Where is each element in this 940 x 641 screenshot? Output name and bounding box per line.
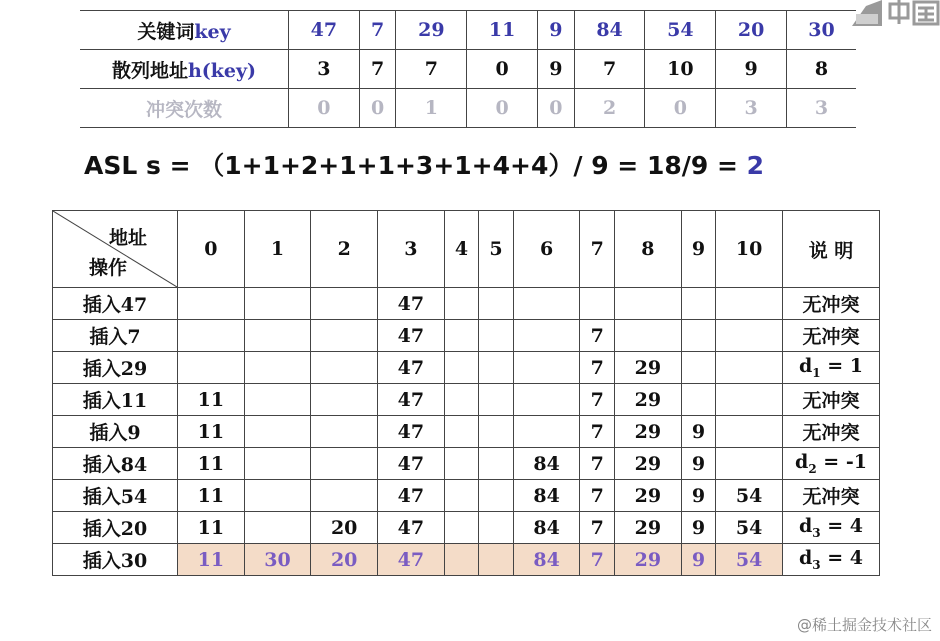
row-label-en: key — [194, 20, 231, 43]
slot-value: 54 — [716, 480, 783, 512]
corner-address-label: 地址 — [109, 227, 148, 249]
slot-value — [444, 448, 479, 480]
operation-label: 插入30 — [53, 544, 178, 576]
slot-value — [311, 384, 378, 416]
note-subscript: 3 — [812, 525, 821, 540]
note-cell: 无冲突 — [783, 320, 880, 352]
slot-value: 47 — [378, 512, 445, 544]
slot-value — [615, 288, 682, 320]
slot-value — [311, 320, 378, 352]
operation-label: 插入84 — [53, 448, 178, 480]
operation-label: 插入11 — [53, 384, 178, 416]
summary-value: 3 — [786, 89, 856, 128]
slot-value — [716, 416, 783, 448]
insertion-row — [53, 320, 880, 352]
video-logo-icon — [852, 0, 940, 26]
asl-formula — [84, 146, 764, 182]
slot-value: 47 — [378, 416, 445, 448]
hash-summary-table — [80, 10, 856, 128]
slot-value — [716, 320, 783, 352]
note-subscript: 2 — [808, 461, 817, 476]
operation-label: 插入47 — [53, 288, 178, 320]
slot-value: 47 — [378, 480, 445, 512]
summary-value: 7 — [359, 50, 396, 89]
note-header: 说 明 — [783, 211, 880, 288]
slot-value — [311, 352, 378, 384]
slot-value: 84 — [513, 544, 580, 576]
address-header: 7 — [580, 211, 615, 288]
slot-value — [479, 544, 514, 576]
insertion-steps-table — [52, 210, 880, 576]
note-subscript: 1 — [812, 365, 821, 380]
slot-value: 7 — [580, 320, 615, 352]
slot-value: 9 — [681, 448, 716, 480]
slot-value — [244, 448, 311, 480]
summary-value: 7 — [359, 11, 396, 50]
corner-logo — [852, 0, 940, 26]
slot-value — [311, 416, 378, 448]
insertion-row — [53, 480, 880, 512]
slot-value: 47 — [378, 448, 445, 480]
insertion-row — [53, 352, 880, 384]
slot-value — [580, 288, 615, 320]
insertion-row — [53, 384, 880, 416]
slot-value: 54 — [716, 512, 783, 544]
slot-value: 47 — [378, 320, 445, 352]
note-subscript: 3 — [812, 557, 821, 572]
slot-value — [513, 416, 580, 448]
summary-row-label — [80, 89, 289, 128]
slot-value — [444, 288, 479, 320]
address-header: 5 — [479, 211, 514, 288]
summary-value: 8 — [786, 50, 856, 89]
summary-value: 54 — [645, 11, 716, 50]
note-cell: $d_3 = 4$ — [783, 512, 880, 544]
operation-label: 插入20 — [53, 512, 178, 544]
summary-row-label — [80, 50, 289, 89]
slot-value: 9 — [681, 544, 716, 576]
slot-value — [716, 288, 783, 320]
address-header: 3 — [378, 211, 445, 288]
slot-value: 11 — [178, 416, 245, 448]
slot-value: 7 — [580, 416, 615, 448]
asl-formula-text: ASL s = （1+1+2+1+1+3+1+4+4）/ 9 = 18/9 = — [84, 151, 747, 180]
slot-value — [513, 320, 580, 352]
note-cell: $d_2 = -1$ — [783, 448, 880, 480]
slot-value: 84 — [513, 512, 580, 544]
slot-value: 11 — [178, 448, 245, 480]
slot-value — [444, 512, 479, 544]
slot-value — [444, 416, 479, 448]
slot-value: 9 — [681, 416, 716, 448]
address-header: 10 — [716, 211, 783, 288]
watermark: @稀土掘金技术社区 — [796, 616, 932, 634]
row-label-cn: 关键词 — [137, 20, 195, 43]
slot-value — [513, 352, 580, 384]
summary-row — [80, 50, 856, 89]
slot-value — [716, 384, 783, 416]
note-cell: 无冲突 — [783, 384, 880, 416]
slot-value: 11 — [178, 384, 245, 416]
slot-value — [178, 352, 245, 384]
slot-value — [244, 480, 311, 512]
slot-value: 7 — [580, 480, 615, 512]
summary-value: 29 — [396, 11, 467, 50]
slot-value: 29 — [615, 416, 682, 448]
slot-value — [244, 352, 311, 384]
summary-value: 0 — [359, 89, 396, 128]
slot-value — [681, 320, 716, 352]
asl-result: 2 — [746, 151, 765, 180]
slot-value — [311, 288, 378, 320]
insertion-row — [53, 448, 880, 480]
slot-value: 7 — [580, 448, 615, 480]
slot-value — [444, 480, 479, 512]
slot-value — [513, 288, 580, 320]
ops-header-row — [53, 211, 880, 288]
slot-value: 29 — [615, 512, 682, 544]
slot-value — [681, 352, 716, 384]
slot-value: 11 — [178, 480, 245, 512]
slot-value — [479, 448, 514, 480]
slot-value — [681, 384, 716, 416]
summary-value: 1 — [396, 89, 467, 128]
slot-value: 29 — [615, 544, 682, 576]
slot-value: 29 — [615, 384, 682, 416]
address-header: 9 — [681, 211, 716, 288]
slot-value — [444, 352, 479, 384]
summary-value: 2 — [574, 89, 645, 128]
slot-value — [479, 480, 514, 512]
slot-value — [444, 544, 479, 576]
address-header: 8 — [615, 211, 682, 288]
summary-value: 20 — [716, 11, 787, 50]
slot-value: 30 — [244, 544, 311, 576]
insertion-row — [53, 288, 880, 320]
slot-value: 47 — [378, 384, 445, 416]
slot-value: 29 — [615, 480, 682, 512]
slot-value — [311, 480, 378, 512]
slot-value: 84 — [513, 480, 580, 512]
note-cell: $d_1 = 1$ — [783, 352, 880, 384]
note-cell: 无冲突 — [783, 416, 880, 448]
summary-value: 30 — [786, 11, 856, 50]
slot-value — [681, 288, 716, 320]
summary-value: 0 — [467, 89, 538, 128]
slot-value: 47 — [378, 544, 445, 576]
slot-value — [479, 416, 514, 448]
summary-value: 0 — [289, 89, 360, 128]
summary-value: 10 — [645, 50, 716, 89]
summary-value: 84 — [574, 11, 645, 50]
slot-value: 47 — [378, 288, 445, 320]
insertion-row — [53, 544, 880, 576]
corner-operation-label: 操作 — [89, 257, 128, 279]
operation-label: 插入29 — [53, 352, 178, 384]
slot-value — [716, 448, 783, 480]
operation-label: 插入9 — [53, 416, 178, 448]
summary-value: 7 — [396, 50, 467, 89]
summary-value: 11 — [467, 11, 538, 50]
slot-value: 7 — [580, 384, 615, 416]
operation-label: 插入7 — [53, 320, 178, 352]
slot-value: 84 — [513, 448, 580, 480]
slot-value: 20 — [311, 544, 378, 576]
slot-value — [716, 352, 783, 384]
slot-value: 54 — [716, 544, 783, 576]
slot-value — [244, 320, 311, 352]
summary-value: 7 — [574, 50, 645, 89]
slot-value — [615, 320, 682, 352]
note-cell: $d_3 = 4$ — [783, 544, 880, 576]
slot-value: 11 — [178, 512, 245, 544]
slot-value: 9 — [681, 480, 716, 512]
slot-value — [244, 416, 311, 448]
slot-value — [479, 512, 514, 544]
slot-value: 20 — [311, 512, 378, 544]
slot-value — [513, 384, 580, 416]
summary-value: 0 — [537, 89, 574, 128]
summary-value: 9 — [716, 50, 787, 89]
address-header: 2 — [311, 211, 378, 288]
note-cell: 无冲突 — [783, 480, 880, 512]
summary-value: 0 — [467, 50, 538, 89]
address-header: 0 — [178, 211, 245, 288]
summary-value: 9 — [537, 50, 574, 89]
slot-value: 7 — [580, 352, 615, 384]
summary-row-label — [80, 11, 289, 50]
insertion-row — [53, 416, 880, 448]
slot-value — [479, 320, 514, 352]
slot-value — [178, 320, 245, 352]
summary-value: 0 — [645, 89, 716, 128]
row-label-cn: 冲突次数 — [145, 98, 222, 121]
slot-value: 11 — [178, 544, 245, 576]
slot-value: 7 — [580, 512, 615, 544]
slot-value — [479, 288, 514, 320]
diagonal-header-cell — [53, 211, 178, 288]
address-header: 4 — [444, 211, 479, 288]
summary-value: 3 — [289, 50, 360, 89]
insertion-row — [53, 512, 880, 544]
summary-value: 9 — [537, 11, 574, 50]
slot-value — [178, 288, 245, 320]
slot-value — [311, 448, 378, 480]
slot-value — [444, 384, 479, 416]
slot-value — [479, 352, 514, 384]
slot-value: 9 — [681, 512, 716, 544]
slot-value: 29 — [615, 352, 682, 384]
slot-value — [479, 384, 514, 416]
note-cell: 无冲突 — [783, 288, 880, 320]
slot-value: 47 — [378, 352, 445, 384]
operation-label: 插入54 — [53, 480, 178, 512]
slot-value: 29 — [615, 448, 682, 480]
slot-value: 7 — [580, 544, 615, 576]
summary-value: 47 — [289, 11, 360, 50]
slot-value — [244, 384, 311, 416]
row-label-en: h(key) — [187, 59, 257, 82]
slot-value — [244, 512, 311, 544]
summary-row — [80, 11, 856, 50]
row-label-cn: 散列地址 — [111, 59, 188, 82]
summary-value: 3 — [716, 89, 787, 128]
slot-value — [244, 288, 311, 320]
slot-value — [444, 320, 479, 352]
summary-row — [80, 89, 856, 128]
address-header: 6 — [513, 211, 580, 288]
address-header: 1 — [244, 211, 311, 288]
